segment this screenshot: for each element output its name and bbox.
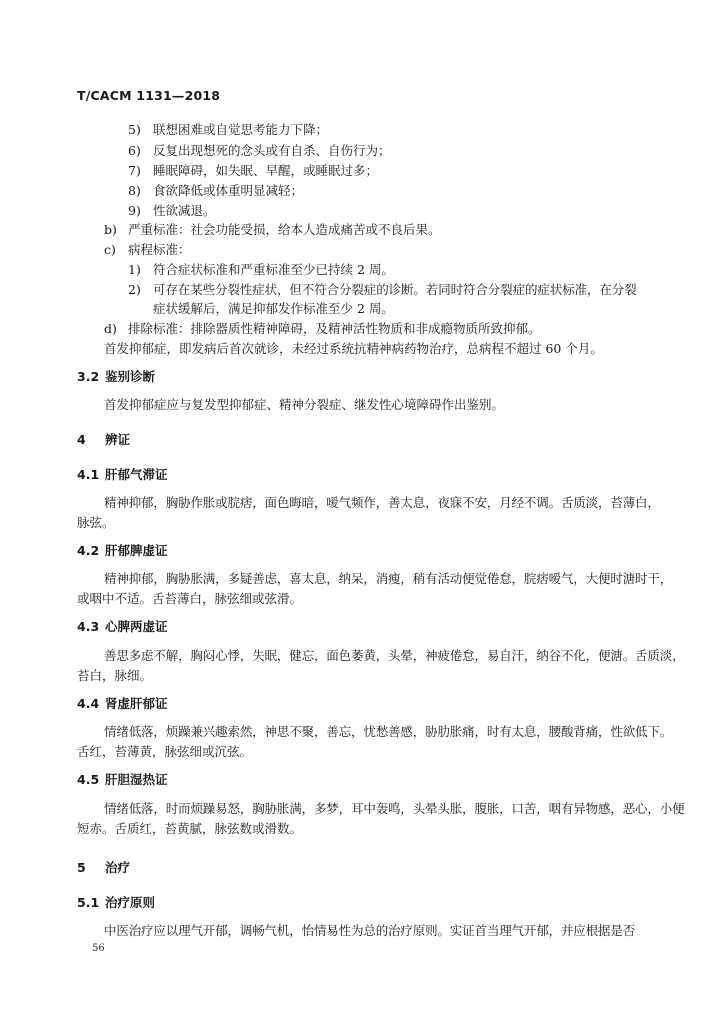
list-item-text: 联想困难或自觉思考能力下降； [153,122,329,137]
paragraph-text: 短赤。舌质红，苔黄腻，脉弦数或滑数。 [77,821,303,836]
paragraph-text: 首发抑郁症，即发病后首次就诊，未经过系统抗精神病药物治疗，总病程不超过 60 个月。 [104,341,603,356]
paragraph-text: 精神抑郁，胸胁作胀或脘痞，面色晦暗，嗳气频作，善太息，夜寐不安，月经不调。舌质淡，苔薄白， [104,495,660,510]
list-item-text: 符合症状标准和严重标准至少已持续 2 周。 [153,262,394,277]
section-title: 辨证 [105,432,131,447]
section-number: 4.1 [77,467,100,482]
list-item-number: 7) [128,163,141,178]
list-item-number: 9) [128,203,141,218]
standard-code-header: T/CACM 1131—2018 [77,88,221,103]
section-title: 治疗 [105,860,131,875]
section-number: 4.5 [77,772,100,787]
paragraph-text: 情绪低落，时而烦躁易怒，胸胁胀满，多梦，耳中轰鸣，头晕头胀，腹胀，口苦，咽有异物感，恶心，小便 [104,801,685,816]
list-item-number: 5) [128,122,141,137]
section-heading-3-2 [77,369,155,385]
section-heading-4-2 [77,543,168,559]
section-heading-4-1 [77,467,168,483]
section-number: 4.4 [77,696,100,711]
list-item-text: 症状缓解后，满足抑郁发作标准至少 2 周。 [153,301,394,316]
list-item-number: 8) [128,183,141,198]
section-number: 5.1 [77,895,100,910]
page-number: 56 [92,943,105,954]
list-item-text: 病程标准： [128,242,191,257]
section-title: 肝胆湿热证 [105,772,168,787]
section-title: 肾虚肝郁证 [105,696,168,711]
section-number: 5 [77,860,86,875]
list-item-number: 1) [128,262,141,277]
list-item-text: 性欲减退。 [153,203,216,218]
list-item-text: 可存在某些分裂性症状，但不符合分裂症的诊断。若同时符合分裂症的症状标准，在分裂 [153,282,637,297]
section-heading-4-4 [77,696,168,712]
paragraph-text: 苔白，脉细。 [77,668,153,683]
list-item-number: d) [104,321,117,336]
list-item-text: 睡眠障碍，如失眠、早醒，或睡眠过多； [153,163,379,178]
paragraph-text: 中医治疗应以理气开郁，调畅气机，怡情易性为总的治疗原则。实证首当理气开郁，并应根据是否 [104,923,636,938]
section-heading-4-5 [77,772,168,788]
paragraph-text: 脉弦。 [77,515,115,530]
section-number: 3.2 [77,369,100,384]
list-item-number: 6) [128,143,141,158]
section-heading-4 [77,432,130,448]
list-item-number: c) [104,242,116,257]
list-item-text: 食欲降低或体重明显减轻； [153,183,304,198]
paragraph-text: 舌红，苔薄黄，脉弦细或沉弦。 [77,744,253,759]
list-item-number: b) [104,222,117,237]
section-number: 4.2 [77,543,100,558]
section-title: 肝郁气滞证 [105,467,168,482]
section-title: 心脾两虚证 [105,619,168,634]
section-heading-5-1 [77,895,155,911]
section-number: 4.3 [77,619,100,634]
section-title: 治疗原则 [105,895,156,910]
paragraph-text: 或咽中不适。舌苔薄白，脉弦细或弦滑。 [77,591,303,606]
list-item-text: 排除标准：排除器质性精神障碍，及精神活性物质和非成瘾物质所致抑郁。 [128,321,541,336]
section-number: 4 [77,432,86,447]
section-heading-4-3 [77,619,168,635]
paragraph-text: 善思多虑不解，胸闷心悸，失眠，健忘，面色萎黄，头晕，神疲倦怠，易自汗，纳谷不化，便溏。舌质淡， [104,648,685,663]
list-item-text: 严重标准：社会功能受损，给本人造成痛苦或不良后果。 [128,222,441,237]
section-title: 肝郁脾虚证 [105,543,168,558]
section-heading-5 [77,860,130,876]
paragraph-text: 首发抑郁症应与复发型抑郁症、精神分裂症、继发性心境障碍作出鉴别。 [104,397,505,412]
list-item-text: 反复出现想死的念头或有自杀、自伤行为； [153,143,391,158]
section-title: 鉴别诊断 [105,369,156,384]
paragraph-text: 情绪低落，烦躁兼兴趣索然，神思不聚，善忘，忧愁善感，胁肋胀痛，时有太息，腰酸背痛，性欲低下。 [104,724,673,739]
paragraph-text: 精神抑郁，胸胁胀满，多疑善虑，喜太息，纳呆，消瘦，稍有活动便觉倦怠，脘痞嗳气，大便时溏时干， [104,571,673,586]
list-item-number: 2) [128,282,141,297]
